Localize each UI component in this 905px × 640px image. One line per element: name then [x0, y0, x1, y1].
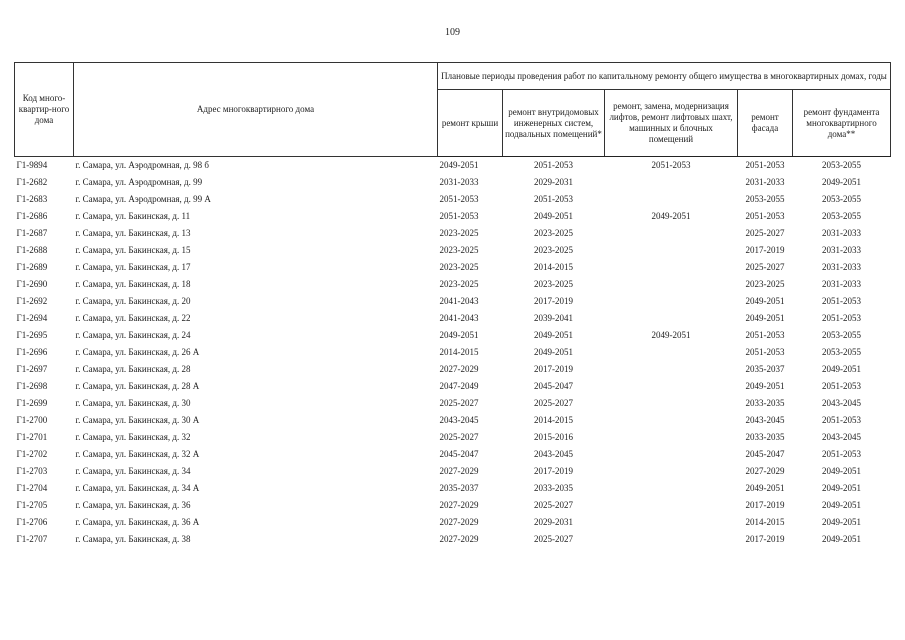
cell-roof: 2047-2049 — [439, 381, 479, 391]
cell-engineering: 2023-2025 — [534, 245, 573, 255]
cell-address: г. Самара, ул. Бакинская, д. 34 А — [75, 483, 200, 493]
cell-facade: 2051-2053 — [745, 330, 785, 340]
cell-code: Г1-2701 — [16, 432, 48, 442]
cell-facade: 2051-2053 — [745, 211, 785, 221]
cell-facade: 2031-2033 — [745, 177, 785, 187]
cell-facade: 2049-2051 — [745, 296, 785, 306]
cell-lifts — [605, 480, 738, 497]
table-row — [15, 344, 891, 361]
cell-code: Г1-2696 — [16, 347, 48, 357]
cell-facade: 2051-2053 — [745, 160, 785, 170]
cell-address: г. Самара, ул. Бакинская, д. 38 — [75, 534, 191, 544]
cell-engineering: 2039-2041 — [534, 313, 573, 323]
cell-code: Г1-2688 — [16, 245, 48, 255]
header-lifts: ремонт, замена, модернизация лифтов, ремонт лифтовых шахт, машинных и блочных помещений — [605, 90, 738, 157]
cell-engineering: 2025-2027 — [534, 500, 573, 510]
cell-address: г. Самара, ул. Бакинская, д. 20 — [75, 296, 191, 306]
cell-roof: 2027-2029 — [439, 364, 479, 374]
cell-code: Г1-2686 — [16, 211, 48, 221]
cell-facade: 2014-2015 — [745, 517, 785, 527]
header-foundation: ремонт фундамента многоквартирного дома** — [793, 90, 891, 157]
cell-lifts — [605, 344, 738, 361]
cell-roof: 2023-2025 — [439, 228, 479, 238]
cell-lifts — [605, 276, 738, 293]
cell-facade: 2025-2027 — [745, 262, 785, 272]
cell-address: г. Самара, ул. Бакинская, д. 30 — [75, 398, 191, 408]
cell-roof: 2035-2037 — [439, 483, 479, 493]
cell-address: г. Самара, ул. Бакинская, д. 34 — [75, 466, 191, 476]
cell-facade: 2049-2051 — [745, 313, 785, 323]
cell-engineering: 2014-2015 — [534, 415, 573, 425]
table-row — [15, 480, 891, 497]
cell-facade: 2043-2045 — [745, 415, 785, 425]
cell-facade: 2017-2019 — [745, 245, 785, 255]
cell-roof: 2045-2047 — [439, 449, 479, 459]
cell-address: г. Самара, ул. Бакинская, д. 13 — [75, 228, 191, 238]
cell-code: Г1-2697 — [16, 364, 48, 374]
cell-roof: 2014-2015 — [439, 347, 479, 357]
cell-code: Г1-2702 — [16, 449, 48, 459]
cell-foundation: 2051-2053 — [822, 381, 861, 391]
cell-facade: 2027-2029 — [745, 466, 785, 476]
table-row — [15, 361, 891, 378]
cell-lifts — [605, 497, 738, 514]
cell-foundation: 2049-2051 — [822, 534, 861, 544]
table-row — [15, 531, 891, 548]
cell-foundation: 2053-2055 — [822, 194, 861, 204]
header-engineering: ремонт внутридомовых инженерных систем, подвальных помещений* — [503, 90, 605, 157]
cell-lifts — [605, 310, 738, 327]
page-number: 109 — [445, 27, 460, 38]
cell-address: г. Самара, ул. Бакинская, д. 18 — [75, 279, 191, 289]
cell-lifts — [605, 259, 738, 276]
cell-address: г. Самара, ул. Бакинская, д. 22 — [75, 313, 191, 323]
cell-engineering: 2049-2051 — [534, 330, 573, 340]
cell-foundation: 2031-2033 — [822, 245, 861, 255]
cell-address: г. Самара, ул. Бакинская, д. 30 А — [75, 415, 200, 425]
cell-code: Г1-2704 — [16, 483, 48, 493]
cell-foundation: 2051-2053 — [822, 296, 861, 306]
cell-foundation: 2053-2055 — [822, 211, 861, 221]
cell-roof: 2023-2025 — [439, 262, 479, 272]
cell-code: Г1-2698 — [16, 381, 48, 391]
cell-address: г. Самара, ул. Бакинская, д. 32 — [75, 432, 191, 442]
cell-foundation: 2049-2051 — [822, 364, 861, 374]
cell-address: г. Самара, ул. Бакинская, д. 36 — [75, 500, 191, 510]
header-address: Адрес многоквартирного дома — [74, 63, 438, 157]
cell-roof: 2051-2053 — [439, 211, 479, 221]
cell-foundation: 2053-2055 — [822, 330, 861, 340]
cell-address: г. Самара, ул. Бакинская, д. 36 А — [75, 517, 200, 527]
cell-engineering: 2015-2016 — [534, 432, 573, 442]
cell-engineering: 2017-2019 — [534, 466, 573, 476]
cell-roof: 2027-2029 — [439, 534, 479, 544]
table-header — [15, 63, 891, 157]
cell-roof: 2049-2051 — [439, 160, 479, 170]
cell-facade: 2023-2025 — [745, 279, 785, 289]
cell-engineering: 2017-2019 — [534, 364, 573, 374]
cell-code: Г1-2682 — [16, 177, 48, 187]
cell-foundation: 2053-2055 — [822, 160, 861, 170]
table-row — [15, 242, 891, 259]
cell-roof: 2041-2043 — [439, 313, 479, 323]
cell-facade: 2017-2019 — [745, 534, 785, 544]
cell-lifts — [605, 361, 738, 378]
cell-engineering: 2023-2025 — [534, 228, 573, 238]
cell-code: Г1-2707 — [16, 534, 48, 544]
cell-facade: 2025-2027 — [745, 228, 785, 238]
cell-code: Г1-9894 — [16, 160, 48, 170]
cell-engineering: 2051-2053 — [534, 194, 573, 204]
cell-engineering: 2023-2025 — [534, 279, 573, 289]
cell-roof: 2025-2027 — [439, 432, 479, 442]
cell-roof: 2027-2029 — [439, 466, 479, 476]
cell-lifts: 2051-2053 — [651, 160, 691, 170]
cell-facade: 2033-2035 — [745, 432, 785, 442]
cell-facade: 2033-2035 — [745, 398, 785, 408]
header-roof: ремонт крыши — [438, 90, 503, 157]
cell-address: г. Самара, ул. Бакинская, д. 24 — [75, 330, 191, 340]
table-row — [15, 429, 891, 446]
cell-facade: 2049-2051 — [745, 381, 785, 391]
cell-code: Г1-2695 — [16, 330, 48, 340]
cell-foundation: 2049-2051 — [822, 466, 861, 476]
cell-engineering: 2017-2019 — [534, 296, 573, 306]
cell-address: г. Самара, ул. Аэродромная, д. 98 б — [75, 160, 209, 170]
cell-foundation: 2051-2053 — [822, 313, 861, 323]
cell-roof: 2027-2029 — [439, 500, 479, 510]
table-row — [15, 327, 891, 344]
table-row — [15, 310, 891, 327]
cell-lifts — [605, 395, 738, 412]
cell-lifts — [605, 446, 738, 463]
table-row — [15, 497, 891, 514]
cell-engineering: 2051-2053 — [534, 160, 573, 170]
cell-foundation: 2049-2051 — [822, 177, 861, 187]
cell-facade: 2045-2047 — [745, 449, 785, 459]
cell-facade: 2017-2019 — [745, 500, 785, 510]
cell-address: г. Самара, ул. Аэродромная, д. 99 А — [75, 194, 211, 204]
cell-lifts: 2049-2051 — [651, 211, 691, 221]
header-periods-title: Плановые периоды проведения работ по капитальному ремонту общего имущества в многоквартирных домах, годы — [438, 63, 891, 90]
table-row — [15, 259, 891, 276]
cell-lifts — [605, 378, 738, 395]
cell-code: Г1-2699 — [16, 398, 48, 408]
cell-lifts — [605, 463, 738, 480]
header-facade: ремонт фасада — [738, 90, 793, 157]
table-row — [15, 378, 891, 395]
cell-code: Г1-2687 — [16, 228, 48, 238]
cell-lifts — [605, 225, 738, 242]
table-row — [15, 225, 891, 242]
cell-engineering: 2033-2035 — [534, 483, 573, 493]
table-row — [15, 157, 891, 175]
table-row — [15, 208, 891, 225]
cell-address: г. Самара, ул. Бакинская, д. 17 — [75, 262, 191, 272]
cell-address: г. Самара, ул. Бакинская, д. 15 — [75, 245, 191, 255]
cell-roof: 2031-2033 — [439, 177, 479, 187]
cell-roof: 2023-2025 — [439, 279, 479, 289]
cell-roof: 2051-2053 — [439, 194, 479, 204]
cell-code: Г1-2705 — [16, 500, 48, 510]
cell-code: Г1-2692 — [16, 296, 48, 306]
cell-foundation: 2031-2033 — [822, 228, 861, 238]
cell-roof: 2041-2043 — [439, 296, 479, 306]
table-row — [15, 174, 891, 191]
cell-lifts: 2049-2051 — [651, 330, 691, 340]
table-row — [15, 191, 891, 208]
cell-foundation: 2049-2051 — [822, 500, 861, 510]
cell-lifts — [605, 174, 738, 191]
table-row — [15, 446, 891, 463]
cell-roof: 2027-2029 — [439, 517, 479, 527]
cell-engineering: 2025-2027 — [534, 534, 573, 544]
cell-engineering: 2045-2047 — [534, 381, 573, 391]
cell-roof: 2049-2051 — [439, 330, 479, 340]
cell-engineering: 2049-2051 — [534, 347, 573, 357]
cell-roof: 2023-2025 — [439, 245, 479, 255]
cell-engineering: 2043-2045 — [534, 449, 573, 459]
cell-engineering: 2014-2015 — [534, 262, 573, 272]
cell-engineering: 2025-2027 — [534, 398, 573, 408]
cell-foundation: 2053-2055 — [822, 347, 861, 357]
cell-foundation: 2043-2045 — [822, 432, 861, 442]
cell-engineering: 2029-2031 — [534, 517, 573, 527]
table-row — [15, 395, 891, 412]
cell-facade: 2051-2053 — [745, 347, 785, 357]
cell-lifts — [605, 293, 738, 310]
cell-lifts — [605, 429, 738, 446]
cell-address: г. Самара, ул. Бакинская, д. 28 — [75, 364, 191, 374]
table-row — [15, 412, 891, 429]
cell-foundation: 2051-2053 — [822, 415, 861, 425]
cell-lifts — [605, 514, 738, 531]
cell-facade: 2049-2051 — [745, 483, 785, 493]
cell-lifts — [605, 191, 738, 208]
cell-engineering: 2029-2031 — [534, 177, 573, 187]
cell-code: Г1-2690 — [16, 279, 48, 289]
cell-address: г. Самара, ул. Бакинская, д. 11 — [75, 211, 191, 221]
capital-repair-schedule-table — [14, 62, 891, 548]
cell-foundation: 2049-2051 — [822, 517, 861, 527]
cell-code: Г1-2706 — [16, 517, 48, 527]
table-row — [15, 514, 891, 531]
cell-foundation: 2031-2033 — [822, 279, 861, 289]
cell-roof: 2025-2027 — [439, 398, 479, 408]
cell-foundation: 2049-2051 — [822, 483, 861, 493]
cell-facade: 2053-2055 — [745, 194, 785, 204]
cell-lifts — [605, 531, 738, 548]
cell-engineering: 2049-2051 — [534, 211, 573, 221]
table-row — [15, 463, 891, 480]
cell-address: г. Самара, ул. Бакинская, д. 26 А — [75, 347, 200, 357]
cell-foundation: 2031-2033 — [822, 262, 861, 272]
cell-address: г. Самара, ул. Бакинская, д. 28 А — [75, 381, 200, 391]
cell-roof: 2043-2045 — [439, 415, 479, 425]
cell-code: Г1-2703 — [16, 466, 48, 476]
cell-lifts — [605, 412, 738, 429]
cell-code: Г1-2700 — [16, 415, 48, 425]
table-row — [15, 293, 891, 310]
cell-address: г. Самара, ул. Бакинская, д. 32 А — [75, 449, 200, 459]
table-row — [15, 276, 891, 293]
header-code: Код много-квартир-ного дома — [15, 63, 74, 157]
cell-foundation: 2043-2045 — [822, 398, 861, 408]
cell-facade: 2035-2037 — [745, 364, 785, 374]
cell-code: Г1-2689 — [16, 262, 48, 272]
cell-code: Г1-2683 — [16, 194, 48, 204]
cell-code: Г1-2694 — [16, 313, 48, 323]
cell-address: г. Самара, ул. Аэродромная, д. 99 — [75, 177, 203, 187]
cell-lifts — [605, 242, 738, 259]
cell-foundation: 2051-2053 — [822, 449, 861, 459]
table-body — [15, 157, 891, 549]
